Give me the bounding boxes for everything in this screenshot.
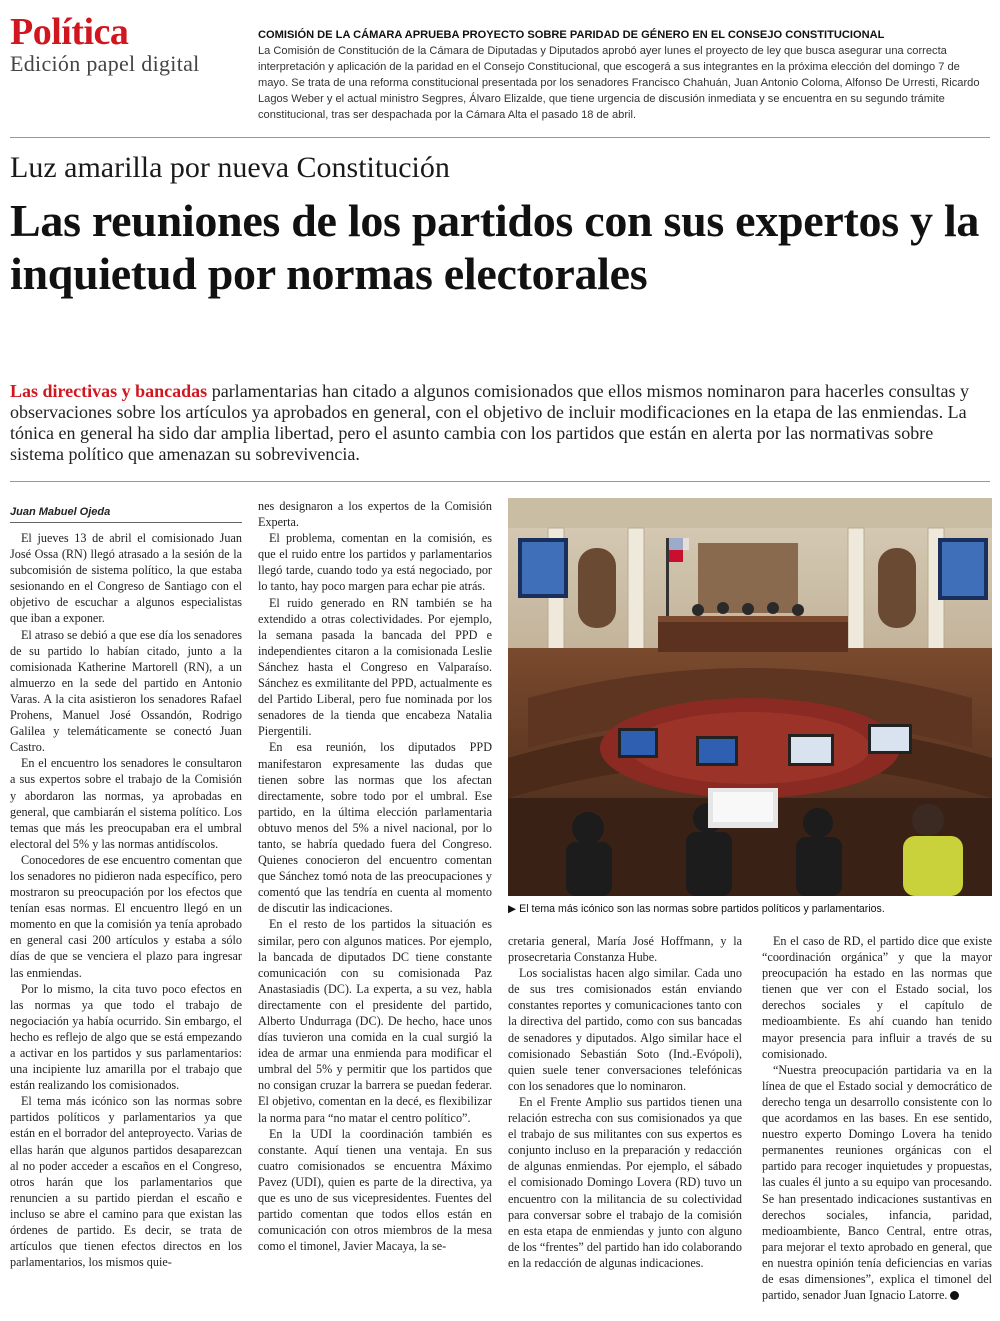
paragraph: El ruido generado en RN también se ha extendido a otras colectividades. Por ejemplo, la semana pasada la bancada del PPD e independientes citaron a la comisionada Leslie Sánchez hasta el Congreso en Valparaíso. Sánchez es exmilitante del PPD, actualmente es del Partido Liberal, pero fue nominada por los senadores de la tienda que encabeza Natalia Piergentili. [258, 595, 492, 739]
article-kicker: Luz amarilla por nueva Constitución [10, 151, 450, 184]
brief-title: COMISIÓN DE LA CÁMARA APRUEBA PROYECTO SOBRE PARIDAD DE GÉNERO EN EL CONSEJO CONSTITUCIONAL [258, 29, 885, 41]
news-brief [258, 27, 993, 124]
paragraph: nes designaron a los expertos de la Comisión Experta. [258, 499, 492, 530]
brief-body: La Comisión de Constitución de la Cámara de Diputadas y Diputados aprobó ayer lunes el proyecto de ley que busca asegurar una correcta interpretación y aplicación de la paridad en el Consejo Constitucional, que escogerá a sus integrantes en la próxima elección del domingo 7 de mayo. Se trata de una reforma constitucional presentada por los senadores Francisco Chahuán, Juan Antonio Coloma, Alfonso De Urresti, Ricardo Lagos Weber y el actual ministro Segpres, Álvaro Elizalde, que tiene urgencia de discusión inmediata y se encuentra en su segundo trámite constitucional, tras ser despachada por la Cámara Alta el pasado 18 de abril. [258, 45, 980, 122]
divider [10, 481, 990, 482]
paragraph: Conocedores de ese encuentro comentan que los senadores no pidieron nada específico, pero mostraron su preocupación por los efectos que tenían esas normas. El encuentro llegó en un momento en que la comisión ya tenía aprobado en general casi 200 artículos y estaba a sólo días de que se venciera el plazo para ingresar las enmiendas. [10, 852, 242, 980]
paragraph: En la UDI la coordinación también es constante. Aquí tienen una ventaja. En sus cuatro comisionados se encuentra Máximo Pavez (UDI), quien es parte de la directiva, ya que es uno de sus vicepresidentes. Fuentes del partido comentan que todos ellos están en comunicación con otros miembros de la mesa como el timonel, Javier Macaya, la se- [258, 1126, 492, 1254]
congress-chamber-image [508, 498, 992, 896]
paragraph-text: “Nuestra preocupación partidaria va en la línea de que el Estado social y democrático de derecho tenga un desarrollo consistente con lo que acordamos en las bases. En ese sentido, nuestro experto Domingo Lovera ha tenido permanentes reuniones orgánicas con el partido para recoger inquietudes y propuestas, las cuales él junto a su equipo van procesando. Se han presentado indicaciones sustantivas en derechos sociales, infancia, paridad, medioambiente, Banco Central, entre otras, para mejorar el texto aprobado en general, que en nuestra opinión tenía deficiencias en varias de esas dimensiones”, explica el timonel del partido, senador Juan Ignacio Latorre. [762, 1062, 992, 1303]
byline: Juan Mabuel Ojeda [10, 505, 242, 523]
article-column-2 [258, 498, 492, 1315]
paragraph: Por lo mismo, la cita tuvo poco efectos en las normas ya que todo el trabajo de negociación ya había ocurrido. Sin embargo, el hecho es reflejo de algo que se está empezando a activar en los partidos y sus parlamentarios: una incipiente luz amarilla por el trabajo que están realizando los comisionados. [10, 981, 242, 1093]
article-headline: Las reuniones de los partidos con sus expertos y la inquietud por normas electorales [10, 195, 980, 299]
caption-arrow-icon: ▶ [508, 903, 517, 915]
paragraph: En el Frente Amplio sus partidos tienen una relación estrecha con sus comisionados ya que el trabajo de sus militantes con sus expertos es conjunto incluso en la preparación y redacción de algunas enmiendas. Por ejemplo, el sábado el comisionado Domingo Lovera (RD) tuvo un encuentro con la militancia de su colectividad para conversar sobre el trabajo de la comisión en esta etapa de enmiendas y junto con alguno de los “frentes” del partido han ido colaborando en la redacción de algunas indicaciones. [508, 1094, 742, 1270]
section-subtitle: Edición papel digital [10, 51, 200, 76]
paragraph-final [762, 1062, 992, 1303]
paragraph: El atraso se debió a que ese día los senadores de su partido lo habían citado, junto a la comisionada Katherine Martorell (RN), a un almuerzo en la sede del partido en Antonio Varas. A la cita asistieron los senadores Rafael Prohens, Manuel José Ossandón, Rodrigo Galilea y telemáticamente se conectó Juan Castro. [10, 627, 242, 755]
caption-text: El tema más icónico son las normas sobre partidos políticos y parlamentarios. [519, 903, 885, 915]
section-header [10, 12, 240, 76]
paragraph: cretaria general, María José Hoffmann, y la prosecretaria Constanza Hube. [508, 934, 742, 965]
divider [10, 137, 990, 138]
article-photo [508, 498, 992, 896]
photo-caption [508, 902, 992, 916]
paragraph: El jueves 13 de abril el comisionado Juan José Ossa (RN) llegó atrasado a la sesión de la subcomisión de sistema político, la que estaba sesionando en el Congreso de Santiago con el objetivo de escuchar a algunos especialistas que iban a exponer. [10, 531, 242, 626]
lede-text: parlamentarias han citado a algunos comisionados que ellos mismos nominaron para hacerles consultas y observaciones sobre los artículos ya aprobados en general, con el objetivo de incluir modificaciones en la etapa de las enmiendas. La tónica en general ha sido dar amplia libertad, pero el asunto cambia con los partidos que están en alerta por las normativas sobre sistema político que amenazan su sobrevivencia. [10, 381, 969, 464]
paragraph: En el resto de los partidos la situación es similar, pero con algunos matices. Por ejemplo, la bancada de diputados DC tiene constante comunicación con su comisionada Paz Anastasiadis (DC). La experta, a su vez, habla directamente con el presidente del partido, Alberto Undurraga (DC). De hecho, hace unos días tuvieron una comida en la cual surgió la idea de armar una enmienda para modificar el umbral del 5% y permitir que los partidos que no consigan cruzar la barrera se puedan federar. El objetivo, comentan en la decé, es flexibilizar la norma para “no matar el centro político”. [258, 917, 492, 1125]
paragraph: En el caso de RD, el partido dice que existe “coordinación orgánica” y que la mayor preocupación ha estado en las normas que tienen que ver con el Estado social, los derechos sociales y el capítulo de medioambiente. Es ahí cuando han tenido mayor presencia para influir a través de su comisionado. [762, 934, 992, 1061]
article-column-1 [10, 530, 242, 1315]
paragraph: En el encuentro los senadores le consultaron a sus expertos sobre el trabajo de la Comisión y abordaron las normas, ya aprobadas en general, que cambiarán el sistema político. Los temas que más les preocupaban era el umbral electoral del 5% y las normas antidíscolos. [10, 756, 242, 851]
paragraph: El problema, comentan en la comisión, es que el ruido entre los partidos y parlamentarios llegó tarde, cuando todo ya está negociado, por lo tanto, hay poco margen para echar pie atrás. [258, 531, 492, 594]
lede-lead: Las directivas y bancadas [10, 381, 208, 401]
paragraph: Los socialistas hacen algo similar. Cada uno de sus tres comisionados están enviando constantes reportes y comunicaciones tanto con la directiva del partido, como con sus bancadas de senadores y diputados. Algo similar hace el comisionado Sebastián Soto (Ind.-Evópoli), quien suele tener conversaciones telefónicas con los senadores que lo nominaron. [508, 966, 742, 1093]
paragraph: El tema más icónico son las normas sobre partidos políticos y parlamentarios ya que están en el borrador del anteproyecto. Varias de ellas harán que algunos partidos desaparezcan al no poder acceder a escaños en el Congreso, otros harán que los parlamentarios que renuncien a su partido pierdan el escaño e incluso se abre el camino para que existan las órdenes de partido. Es decir, se trata de artículos que tienen efectos directos en los parlamentarios, los mismos quie- [10, 1094, 242, 1270]
end-of-article-icon [950, 1291, 959, 1300]
article-lede [10, 381, 985, 465]
article-column-3 [508, 933, 742, 1315]
section-title: Política [10, 11, 129, 53]
article-column-4 [762, 933, 992, 1315]
paragraph: En esa reunión, los diputados PPD manifestaron expresamente las dudas que tienen sobre las normas que los afectan directamente, sobre todo por el umbral. Ese partido, en la última elección parlamentaria obtuvo menos del 5% a nivel nacional, por lo tanto, se habría quedado fuera del Congreso. Quienes conocieron del encuentro comentan que Sánchez tomó nota de las preocupaciones y comentó que las tendría en cuenta al momento de discutir las indicaciones. [258, 740, 492, 916]
